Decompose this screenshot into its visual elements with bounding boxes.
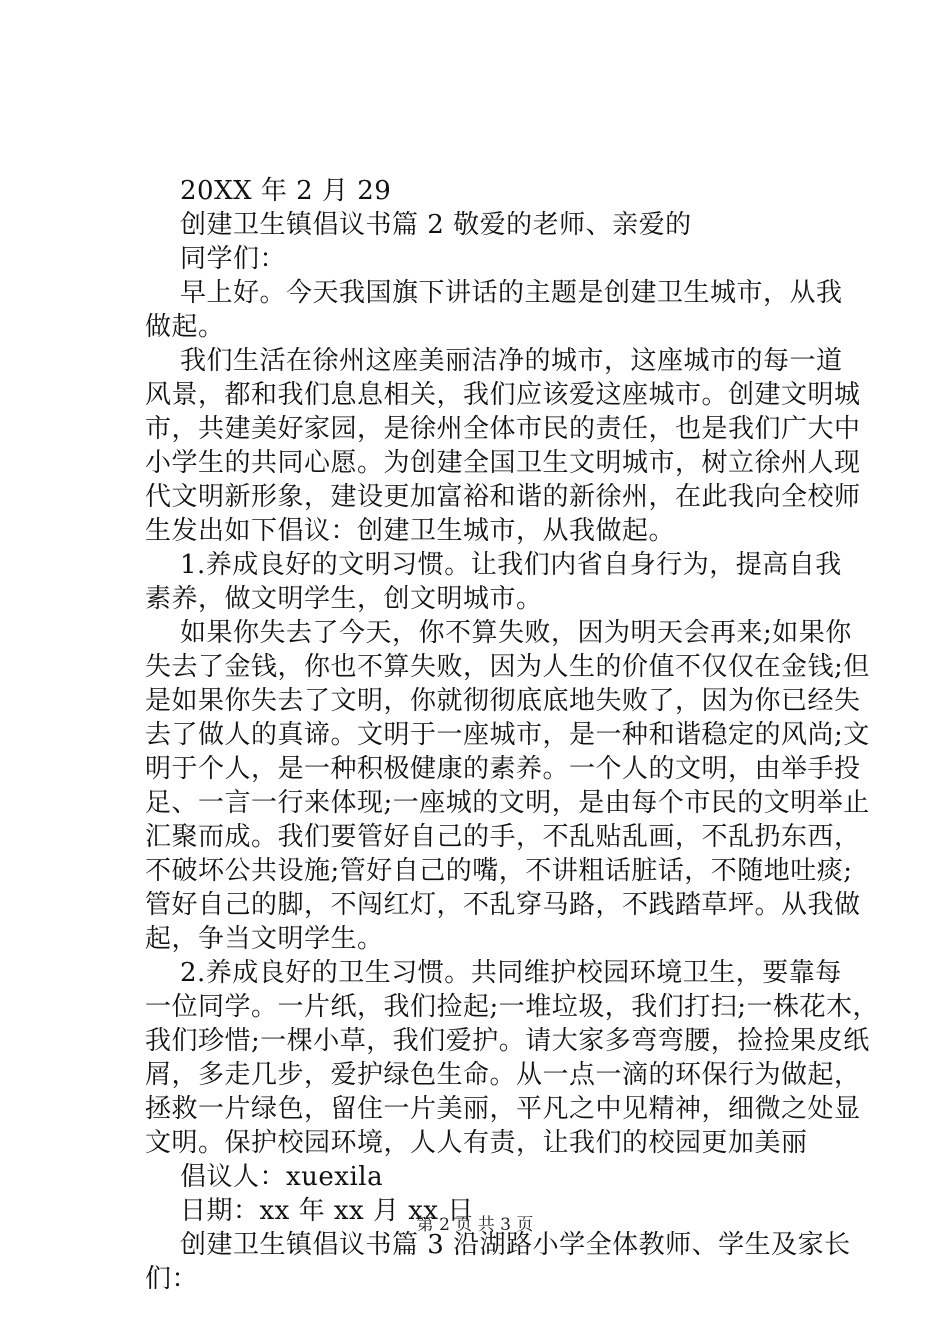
text-line: 不破坏公共设施;管好自己的嘴，不讲粗话脏话，不随地吐痰; — [145, 856, 853, 886]
text-line: 管好自己的脚，不闯红灯，不乱穿马路，不践踏草坪。从我做 — [145, 890, 861, 920]
text-line: 屑，多走几步，爱护绿色生命。从一点一滴的环保行为做起， — [145, 1060, 861, 1090]
text-line: 文明。保护校园环境，人人有责，让我们的校园更加美丽 — [145, 1128, 808, 1158]
date-line: 20XX 年 2 月 29 — [180, 176, 392, 206]
text-line: 早上好。今天我国旗下讲话的主题是创建卫生城市，从我 — [180, 278, 843, 308]
text-line: 生发出如下倡议：创建卫生城市，从我做起。 — [145, 516, 676, 546]
text-line: 一位同学。一片纸，我们捡起;一堆垃圾，我们打扫;一株花木， — [145, 992, 880, 1022]
text-line: 去了做人的真谛。文明于一座城市，是一种和谐稳定的风尚;文 — [145, 720, 870, 750]
text-line: 素养，做文明学生，创文明城市。 — [145, 584, 543, 614]
text-line: 是如果你失去了文明，你就彻彻底底地失败了，因为你已经失 — [145, 686, 861, 716]
salutation-line: 同学们： — [180, 244, 287, 274]
text-line: 风景，都和我们息息相关，我们应该爱这座城市。创建文明城 — [145, 380, 861, 410]
text-line: 如果你失去了今天，你不算失败，因为明天会再来;如果你 — [180, 618, 852, 648]
text-line: 汇聚而成。我们要管好自己的手，不乱贴乱画，不乱扔东西， — [145, 822, 861, 852]
text-line: 起，争当文明学生。 — [145, 924, 384, 954]
text-line: 足、一言一行来体现;一座城的文明，是由每个市民的文明举止 — [145, 788, 870, 818]
page-number-footer: 第 2 页 共 3 页 — [416, 1215, 534, 1235]
text-line: 拯救一片绿色，留住一片美丽，平凡之中见精神，细微之处显 — [145, 1094, 861, 1124]
text-line: 我们生活在徐州这座美丽洁净的城市，这座城市的每一道 — [180, 346, 843, 376]
section-title-line: 创建卫生镇倡议书篇 3 沿湖路小学全体教师、学生及家长 — [180, 1230, 851, 1260]
text-line: 1.养成良好的文明习惯。让我们内省自身行为，提高自我 — [180, 550, 842, 580]
signature-date-line: 日期：xx 年 xx 月 xx 日 — [180, 1196, 474, 1226]
signer-line: 倡议人：xuexila — [180, 1162, 384, 1192]
text-line: 失去了金钱，你也不算失败，因为人生的价值不仅仅在金钱;但 — [145, 652, 870, 682]
text-line: 做起。 — [145, 312, 225, 342]
text-line: 明于个人，是一种积极健康的素养。一个人的文明，由举手投 — [145, 754, 861, 784]
section-title-line: 创建卫生镇倡议书篇 2 敬爱的老师、亲爱的 — [180, 210, 692, 240]
text-line: 小学生的共同心愿。为创建全国卫生文明城市，树立徐州人现 — [145, 448, 861, 478]
text-line: 们： — [145, 1264, 199, 1294]
text-line: 我们珍惜;一棵小草，我们爱护。请大家多弯弯腰，捡捡果皮纸 — [145, 1026, 870, 1056]
text-line: 2.养成良好的卫生习惯。共同维护校园环境卫生，要靠每 — [180, 958, 842, 988]
text-line: 代文明新形象，建设更加富裕和谐的新徐州，在此我向全校师 — [145, 482, 861, 512]
text-line: 市，共建美好家园，是徐州全体市民的责任，也是我们广大中 — [145, 414, 861, 444]
